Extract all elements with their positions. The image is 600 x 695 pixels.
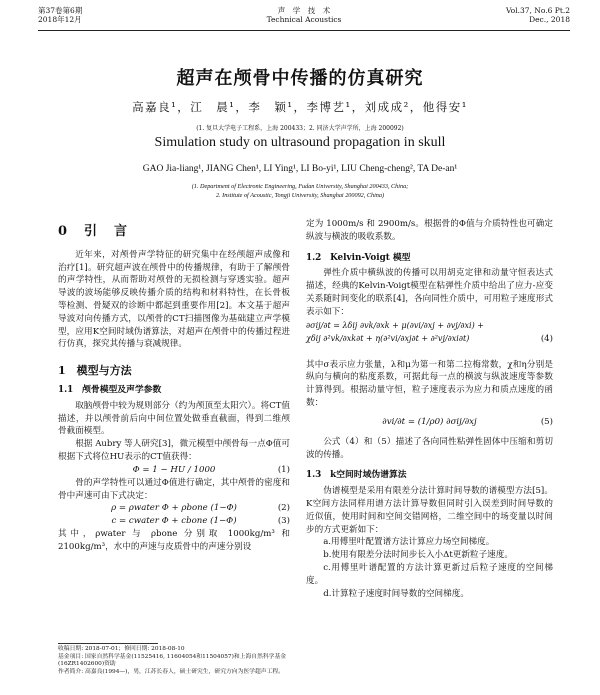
paragraph: 取脑颅骨中较为规则部分（约为颅顶至太阳穴）。将CT值描述，并以颅骨前后向中间位置处做垂直截面，得到二维颅骨截面模型。 bbox=[58, 400, 290, 437]
issue-date-cn: 2018年12月 bbox=[38, 15, 82, 24]
right-column bbox=[306, 218, 553, 600]
title-en: Simulation study on ultrasound propagation in skull bbox=[154, 135, 446, 150]
list-item: d.计算粒子速度时间导数的空间梯度。 bbox=[323, 588, 469, 599]
authors-en: GAO Jia-liang¹, JIANG Chen¹, LI Ying¹, LI Bo-yi¹, LIU Cheng-cheng², TA De-an¹ bbox=[142, 164, 458, 174]
equation-1-number: (1) bbox=[277, 464, 290, 475]
journal-name-en: Technical Acoustics bbox=[266, 15, 342, 24]
equation-3 bbox=[58, 515, 290, 528]
paragraph: 其中σ表示应力张量，λ和μ为第一和第二拉梅常数，χ和η分别是纵向与横向的粘度系数，可据此每一点的横波与纵波速度等参数计算得到。根据动量守恒，粒子速度表示为应力和质点速度的函数： bbox=[306, 359, 553, 408]
paragraph: 定为 1000m/s 和 2900m/s。根据骨的Φ值与介质特性也可确定纵波与横波的吸收系数。 bbox=[306, 219, 553, 242]
equation-3-body: c = cwater Φ + cbone (1−Φ) bbox=[111, 516, 237, 527]
paragraph: 弹性介质中横纵波的传播可以用胡克定律和动量守恒表达式描述，经典的Kelvin-Voigt模型在粘弹性介质中给出了应力-应变关系随时间变化的联系[4]，各向同性介质中，可用粒子速度形式表示如下： bbox=[306, 268, 553, 317]
header-rule bbox=[38, 30, 570, 31]
equation-2 bbox=[58, 502, 290, 515]
equation-4-number: (4) bbox=[540, 333, 553, 344]
affiliation-en-1: (1. Department of Electronic Engineering, Fudan University, Shanghai 200433, China; bbox=[191, 183, 409, 190]
title-cn: 超声在颅骨中传播的仿真研究 bbox=[176, 68, 424, 89]
volume-issue-en: Vol.37, No.6 Pt.2 bbox=[505, 6, 570, 15]
equation-2-body: ρ = ρwater Φ + ρbone (1−Φ) bbox=[111, 503, 237, 514]
paragraph: 根据 Aubry 等人研究[3]，微元模型中颅骨每一点Φ值可根据下式将位HU表示的CT值获得： bbox=[58, 439, 290, 462]
equation-4-body bbox=[306, 319, 521, 345]
footnote-received: 收稿日期: 2018-07-01；修回日期: 2018-08-10 bbox=[58, 646, 185, 652]
equation-1 bbox=[58, 464, 290, 477]
equation-2-number: (2) bbox=[277, 503, 290, 514]
list-item: a.用傅里叶配置谱方法计算应力场空间梯度。 bbox=[323, 537, 495, 548]
list-item: b.使用有限差分法时间步长入小Δt更新粒子速度。 bbox=[323, 550, 513, 561]
section-1-heading: 1 模型与方法 bbox=[58, 364, 132, 378]
authors-cn: 高嘉良¹，江 晨¹，李 颖¹，李博艺¹，刘成成²，他得安¹ bbox=[132, 100, 468, 114]
section-1-1-heading: 1.1 颅骨模型及声学参数 bbox=[58, 384, 162, 395]
footnotes bbox=[58, 646, 290, 676]
header-center bbox=[38, 6, 570, 24]
volume-issue: 第37卷第6期 bbox=[38, 6, 83, 15]
paragraph: 其中，ρwater 与 ρbone 分别取 1000kg/m³ 和 2100kg/m³，水中的声速与皮质骨中的声速分别设 bbox=[58, 529, 290, 553]
equation-3-number: (3) bbox=[277, 516, 290, 527]
equation-4-line-2: χδij ∂²vk/∂xk∂t + η(∂²vi/∂xj∂t + ∂²vj/∂xi∂t) bbox=[306, 333, 470, 343]
footnote-rule bbox=[58, 643, 158, 644]
equation-5 bbox=[306, 412, 553, 434]
affiliation-cn: (1. 复旦大学电子工程系，上海 200433；2. 同济大学声学所，上海 200092) bbox=[196, 125, 404, 132]
equation-4 bbox=[306, 319, 553, 359]
affiliation-en-2: 2. Institute of Acoustic, Tongji University, Shanghai 200092, China) bbox=[215, 192, 385, 199]
paragraph: 伪谱模型是采用有限差分法计算时间导数的谱模型方法[5]。K空间方法同样用谱方法计算导数但同时引入误差到时间导数的近似值，使用时间和空间交错网格，二维空间中的场变量以时间步的方式更新如下： bbox=[306, 486, 553, 535]
footnote-author: 作者简介: 高嘉良(1994—)，男，江苏长春人，硕士研究生，研究方向为医学超声工程。 bbox=[58, 668, 284, 675]
section-1-3-heading: 1.3 k空间时域伪谱算法 bbox=[306, 470, 407, 481]
equation-5-number: (5) bbox=[540, 416, 553, 427]
left-column bbox=[58, 218, 290, 554]
journal-name-cn: 声 学 技 术 bbox=[277, 6, 331, 15]
section-1-2-heading: 1.2 Kelvin-Voigt 模型 bbox=[306, 252, 411, 263]
section-0-heading: 0 引 言 bbox=[58, 224, 130, 239]
running-header bbox=[38, 6, 570, 32]
equation-5-body: ∂vi/∂t = (1/ρ0) ∂σij/∂xj bbox=[382, 416, 477, 427]
header-right bbox=[506, 6, 570, 24]
paragraph: 公式（4）和（5）描述了各向同性粘弹性固体中压缩和剪切波的传播。 bbox=[306, 436, 553, 460]
list-item: c.用傅里叶谱配置的方法计算更新过后粒子速度的空间梯度。 bbox=[306, 562, 553, 586]
equation-4-line-1: ∂σij/∂t = λδij ∂vk/∂xk + μ(∂vi/∂xj + ∂vj/∂xi) + bbox=[306, 320, 484, 330]
issue-date-en: Dec., 2018 bbox=[529, 15, 570, 24]
footnote-funding: 基金项目: 国家自然科学基金(11525416, 11604054和11504057)和上海自然科学基金(16ZR1402600)资助 bbox=[58, 653, 287, 668]
paragraph: 骨的声学特性可以通过Φ值进行确定，其中颅骨的密度和骨中声速可由下式决定： bbox=[58, 477, 290, 501]
intro-paragraph: 近年来，对颅骨声学特征的研究集中在经颅超声成像和治疗[1]。研究超声波在颅骨中的传播规律，有助于了解颅骨的声学特性，从而帮助对颅骨的无损检测与穿透实验。超声导波的波场能够反映传播介质的结构和材料特性，在长骨板等检测、骨疑双的诊断中都起到重要作用[2]。本文基于超声导波对向传播方式，以颅骨的CT扫描图像为基础建立声学模型，应用K空间时域伪谱算法，对超声在颅骨中的传播过程进行仿真，探究其传播与衰减规律。 bbox=[58, 249, 290, 350]
equation-1-body: Φ = 1 − HU / 1000 bbox=[132, 464, 216, 475]
